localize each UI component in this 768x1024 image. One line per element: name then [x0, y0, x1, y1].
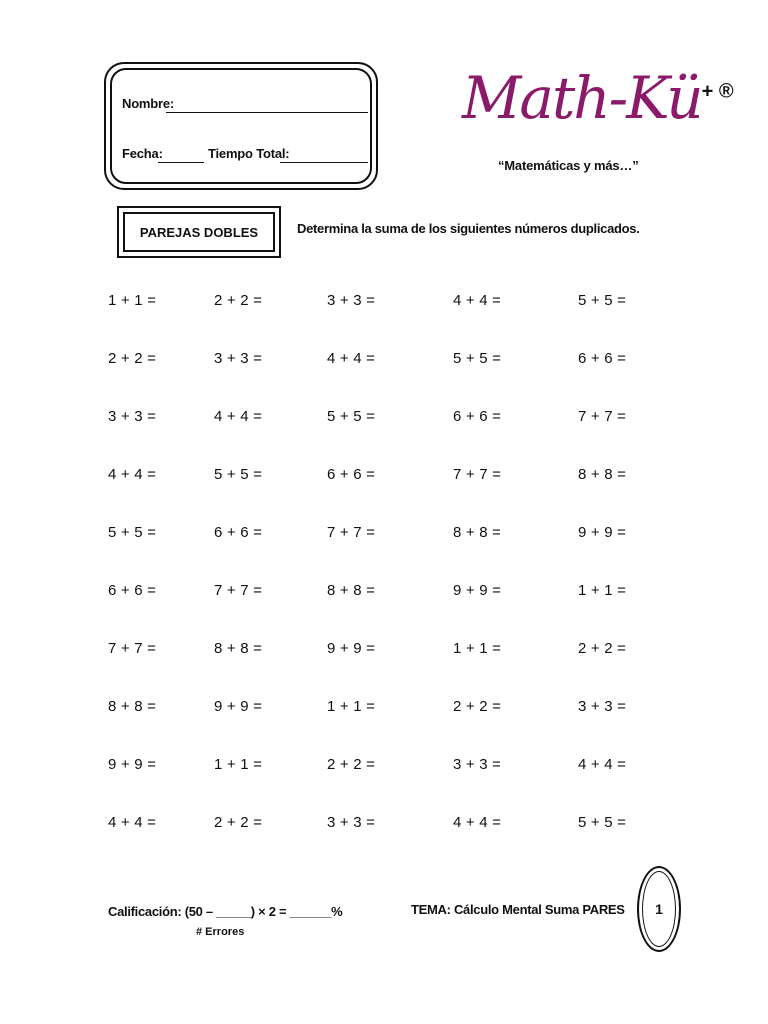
problem-r2-c5: 6 + 6 =: [578, 350, 627, 367]
fecha-field[interactable]: [158, 162, 204, 163]
problem-r1-c1: 1 + 1 =: [108, 292, 157, 309]
problem-r1-c2: 2 + 2 =: [214, 292, 263, 309]
errores-label: # Errores: [196, 926, 245, 938]
problem-r10-c4: 4 + 4 =: [453, 814, 502, 831]
problem-r7-c4: 1 + 1 =: [453, 640, 502, 657]
student-info-box: [104, 62, 378, 190]
section-title-box: [117, 206, 281, 258]
grade-formula: Calificación: (50 – _____) × 2 = ______%: [108, 904, 343, 919]
problem-r2-c3: 4 + 4 =: [327, 350, 376, 367]
problem-r7-c2: 8 + 8 =: [214, 640, 263, 657]
problem-r4-c4: 7 + 7 =: [453, 466, 502, 483]
problem-r3-c3: 5 + 5 =: [327, 408, 376, 425]
problem-r3-c5: 7 + 7 =: [578, 408, 627, 425]
mathku-logo: [462, 64, 734, 132]
problem-r9-c5: 4 + 4 =: [578, 756, 627, 773]
problem-r7-c5: 2 + 2 =: [578, 640, 627, 657]
nombre-field[interactable]: [166, 112, 368, 113]
problem-r5-c1: 5 + 5 =: [108, 524, 157, 541]
tiempo-total-label: Tiempo Total:: [208, 146, 290, 161]
problem-r8-c1: 8 + 8 =: [108, 698, 157, 715]
problem-r2-c4: 5 + 5 =: [453, 350, 502, 367]
problem-r1-c5: 5 + 5 =: [578, 292, 627, 309]
problem-r10-c2: 2 + 2 =: [214, 814, 263, 831]
problem-r5-c2: 6 + 6 =: [214, 524, 263, 541]
problem-r8-c3: 1 + 1 =: [327, 698, 376, 715]
problem-r3-c2: 4 + 4 =: [214, 408, 263, 425]
problem-r10-c1: 4 + 4 =: [108, 814, 157, 831]
problem-r6-c1: 6 + 6 =: [108, 582, 157, 599]
problem-r5-c5: 9 + 9 =: [578, 524, 627, 541]
problem-r8-c2: 9 + 9 =: [214, 698, 263, 715]
logo-registered-mark: + ®: [701, 80, 734, 103]
fecha-label: Fecha:: [122, 146, 163, 161]
tiempo-total-field[interactable]: [280, 162, 368, 163]
problem-r8-c4: 2 + 2 =: [453, 698, 502, 715]
problem-r6-c3: 8 + 8 =: [327, 582, 376, 599]
problem-r8-c5: 3 + 3 =: [578, 698, 627, 715]
problem-r4-c3: 6 + 6 =: [327, 466, 376, 483]
problem-r9-c3: 2 + 2 =: [327, 756, 376, 773]
problem-r10-c5: 5 + 5 =: [578, 814, 627, 831]
student-info-inner: [110, 68, 372, 184]
problem-r6-c2: 7 + 7 =: [214, 582, 263, 599]
problem-r4-c2: 5 + 5 =: [214, 466, 263, 483]
problem-r3-c1: 3 + 3 =: [108, 408, 157, 425]
nombre-label: Nombre:: [122, 96, 175, 111]
problem-r1-c3: 3 + 3 =: [327, 292, 376, 309]
problem-r5-c3: 7 + 7 =: [327, 524, 376, 541]
problem-r2-c1: 2 + 2 =: [108, 350, 157, 367]
tema-label: TEMA: Cálculo Mental Suma PARES: [411, 902, 625, 917]
problem-r6-c5: 1 + 1 =: [578, 582, 627, 599]
logo-text: Math-Kü: [462, 64, 702, 132]
section-title: PAREJAS DOBLES: [123, 212, 275, 252]
problem-r1-c4: 4 + 4 =: [453, 292, 502, 309]
instructions-text: Determina la suma de los siguientes números duplicados.: [297, 221, 640, 236]
problem-r2-c2: 3 + 3 =: [214, 350, 263, 367]
page-number: 1: [642, 871, 676, 947]
problem-r7-c1: 7 + 7 =: [108, 640, 157, 657]
problem-r7-c3: 9 + 9 =: [327, 640, 376, 657]
problem-r9-c2: 1 + 1 =: [214, 756, 263, 773]
page-number-badge: [637, 866, 681, 952]
problem-r10-c3: 3 + 3 =: [327, 814, 376, 831]
problem-r6-c4: 9 + 9 =: [453, 582, 502, 599]
problem-r4-c1: 4 + 4 =: [108, 466, 157, 483]
problem-r4-c5: 8 + 8 =: [578, 466, 627, 483]
problem-r9-c1: 9 + 9 =: [108, 756, 157, 773]
problem-r9-c4: 3 + 3 =: [453, 756, 502, 773]
tagline: “Matemáticas y más…”: [498, 158, 639, 173]
problem-r3-c4: 6 + 6 =: [453, 408, 502, 425]
problem-r5-c4: 8 + 8 =: [453, 524, 502, 541]
